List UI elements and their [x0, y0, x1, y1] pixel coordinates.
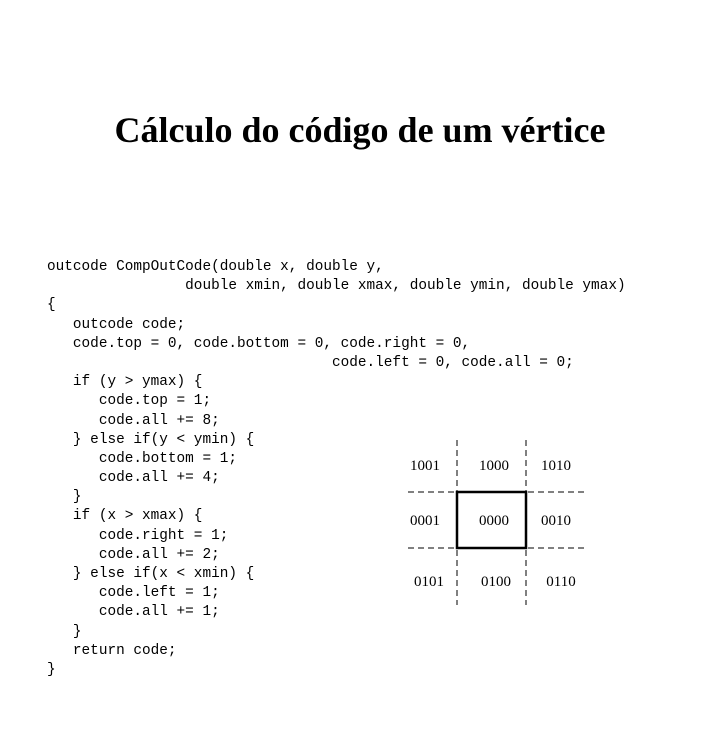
- code-line: code.top = 1;: [47, 393, 212, 410]
- region-code-bottom-center: 0100: [481, 574, 511, 590]
- code-line: if (y > ymax) {: [47, 374, 203, 391]
- code-line: code.left = 0, code.all = 0;: [47, 354, 574, 371]
- region-code-middle-right: 0010: [541, 513, 571, 529]
- code-line: code.bottom = 1;: [47, 450, 237, 467]
- code-line: } else if(x < xmin) {: [47, 566, 255, 582]
- region-code-top-center: 1000: [479, 458, 509, 474]
- region-code-middle-left: 0001: [410, 513, 440, 529]
- code-line: return code;: [47, 642, 177, 659]
- region-code-top-left: 1001: [410, 458, 440, 474]
- code-line: code.left = 1;: [47, 585, 220, 602]
- code-line: code.all += 2;: [47, 546, 220, 563]
- code-line: code.right = 1;: [47, 527, 229, 544]
- code-line: code.top = 0, code.bottom = 0, code.right = 0,: [47, 335, 471, 352]
- region-code-top-right: 1010: [541, 458, 571, 474]
- code-line: if (x > xmax) {: [47, 508, 203, 525]
- region-code-bottom-left: 0101: [414, 574, 444, 590]
- code-line: outcode CompOutCode(double x, double y,: [47, 259, 384, 275]
- code-line: code.all += 1;: [47, 604, 220, 621]
- code-line: {: [47, 297, 56, 314]
- page-title: Cálculo do código de um vértice: [114, 110, 606, 150]
- region-code-bottom-right: 0110: [546, 574, 576, 590]
- code-line: code.all += 8;: [47, 412, 220, 429]
- code-line: code.all += 4;: [47, 470, 220, 487]
- code-line: double xmin, double xmax, double ymin, double ymax): [47, 278, 626, 295]
- code-line: }: [47, 489, 82, 506]
- code-line: }: [47, 661, 56, 678]
- code-line: }: [47, 623, 82, 640]
- code-line: outcode code;: [47, 316, 186, 333]
- region-code-middle-center: 0000: [479, 513, 509, 529]
- code-line: } else if(y < ymin) {: [47, 431, 255, 448]
